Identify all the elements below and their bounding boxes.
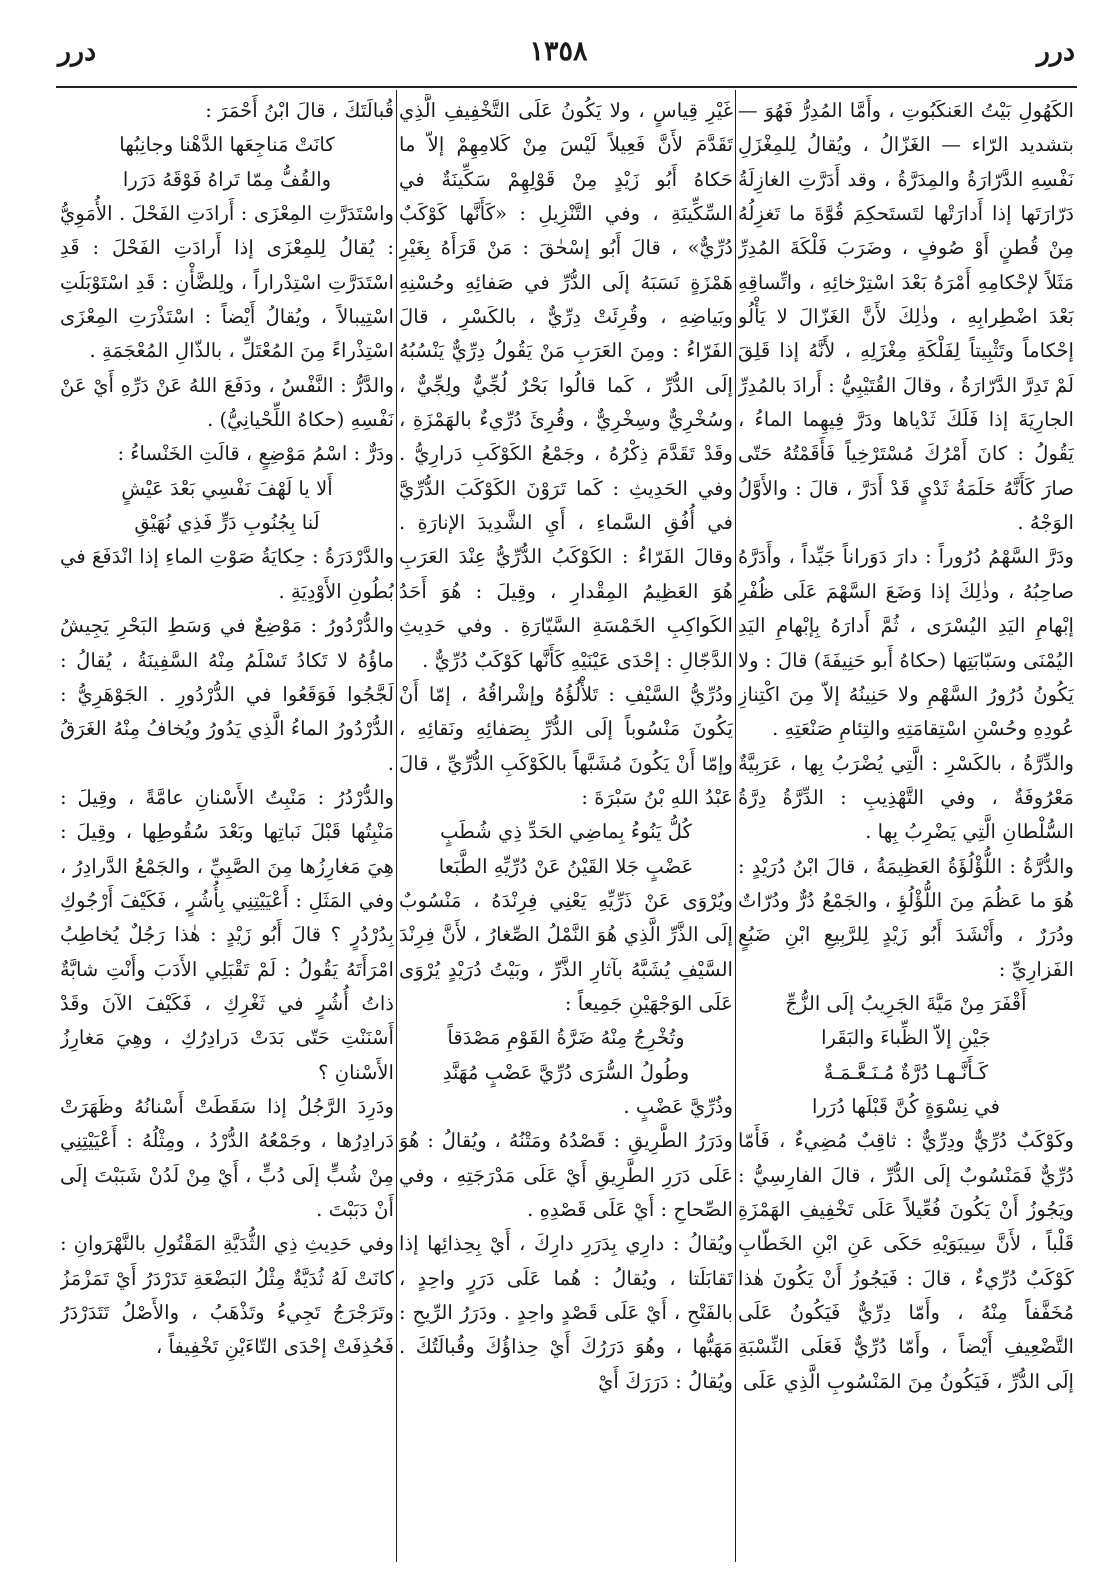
paragraph: وفي حَدِيثِ ذِي الثُّدَيَّةِ المَقْتُولِ بالنَّهْرَوانِ : كانَتْ لَهُ ثُدَيَّةٌ مِثْلُ البَضْعَةِ تَدَرْدَرُ أَيْ تَمَزْمَزُ وتَرَجْرَجُ تَجِيءُ وتَذْهَبُ ، والأَصْلُ تَتَدَرْدَرُ فَحُذِفَتْ إحْدَى التّاءَيْنِ تَخْفِيفاً ،: [60, 1232, 394, 1359]
verse-line: أَقْفَرَ مِنْ مَيَّةَ الجَرِيبُ إلَى الزُّجِّ: [785, 991, 1027, 1015]
paragraph: والدُّرْدُورُ : مَوْضِعٌ في وَسَطِ البَحْرِ يَجِيشُ ماؤُهُ لا تَكادُ تَسْلَمُ مِنْهُ السَّفِينَةُ ، يُقالُ : لَجَّجُوا فَوَقَعُوا في الدُّرْدُورِ . الجَوْهَرِيُّ : الدُّرْدُورُ الماءُ الَّذِي يَدُورُ ويُخافُ مِنْهُ الغَرَقُ .: [60, 614, 394, 775]
paragraph: والدَّرْدَرَةُ : حِكايَةُ صَوْتِ الماءِ إذا انْدَفَعَ في بُطُونِ الأَوْدِيَةِ .: [60, 545, 394, 603]
paragraph: قُبالَتَكَ ، قالَ ابْنُ أَحْمَرَ :: [205, 99, 394, 122]
verse-line: وتُخْرِجُ مِنْهُ ضَرَّةُ القَوْمِ مَصْدَقاً: [447, 1026, 685, 1050]
header-entry-word-right: درر: [1036, 36, 1075, 67]
verse-line: في نِسْوَةٍ كُنَّ قَبْلَها دُرَرا: [811, 1094, 1001, 1118]
verse-line: أَلا يا لَهْفَ نَفْسِي بَعْدَ عَيْشٍ: [121, 476, 333, 500]
paragraph: وذُرِّيَّ عَضْبٍ .: [623, 1094, 733, 1118]
verse-line: جَيْنِ إلاّ الظِّباءَ والبَقَرا: [821, 1026, 991, 1050]
paragraph: الكَهُولِ بَيْتُ العَنكَبُوتِ ، وأَمَّا المُدِرُّ فَهُوَ — بتشديد الرّاء — الغَزّالُ ، ويُقالُ لِلمِغْزَلِ نَفْسِهِ الدَّرّارَةُ والمِدَرَّةُ ، وقد أَدَرَّتِ الغازِلَةُ دَرّارَتَها إذا أَدارَتْها لتَستَحكِمَ قُوَّةَ ما تَغزِلُهُ مِنْ قُطنٍ أَوْ صُوفٍ ، وضَرَبَ فَلْكَةَ المُدِرِّ مَثَلاً لإحْكامِهِ أَمْرَهُ بَعْدَ اسْتِرْخائِهِ ، واتِّساقِهِ بَعْدَ اضْطِرابِهِ ، وذٰلِكَ لأَنَّ الغَزّالَ لا يَأْلُو إحْكاماً وتَثْبِيتاً لِفَلْكَةِ مِغْزَلِهِ ، لأَنَّهُ إذا قَلِقَ لَمْ تَدِرَّ الدَّرّارَةُ ، وقالَ القُتَيْبِيُّ : أَرادَ بالمُدِرِّ الجارِيَةَ إذا فَلَكَ ثَدْياها ودَرَّ فِيهِما الماءُ ، يَقُولُ : كانَ أَمْرُكَ مُسْتَرْخِياً فَأَقَمْتُهُ حَتّى صارَ كَأَنَّهُ حَلَمَةُ ثَدْيٍ قَدْ أَدَرَّ ، قالَ : والأَوَّلُ الوَجْهُ .: [738, 99, 1074, 535]
paragraph: ويُرْوَى عَنْ ذَرِّيِّهِ يَعْنِي فِرِنْدَهُ ، مَنْسُوبٌ إلَى الذَّرِّ الَّذِي هُوَ النَّمْلُ الصِّغارُ ، لأَنَّ فِرِنْدَ السَّيْفِ يُشَبَّهُ بآثارِ الذَّرِّ ، وبَيْتُ دُرَيْدٍ يُرْوَى عَلَى الوَجْهَيْنِ جَمِيعاً :: [399, 888, 733, 1015]
verse-line: عَضْبٍ جَلا القَيْنُ عَنْ دُرِّيِّهِ الطَّبَعا: [438, 854, 694, 878]
paragraph: ودَرٌّ : اسْمُ مَوْضِعٍ ، قالَتِ الخَنْساءُ :: [117, 442, 394, 466]
paragraph: واسْتَدَرَّتِ المِعْزَى : أَرادَتِ الفَحْلَ . الأُمَوِيُّ : يُقالُ لِلمِعْزَى إذا أَرادَتِ الفَحْلَ : قَدِ اسْتَدَرَّتِ اسْتِدْراراً ، ولِلضَّأْنِ : قَدِ اسْتَوْبَلَتِ اسْتِيبالاً ، ويُقالُ أَيْضاً : اسْتَذْرَتِ المِعْزَى اسْتِذْراءً مِنَ المُعْتَلِّ ، بالذّالِ المُعْجَمَةِ .: [60, 202, 394, 363]
verse-line: وطُولُ السُّرَى دُرِّيَّ عَضْبٍ مُهَنَّدِ: [442, 1060, 690, 1084]
text-column-middle: [399, 94, 733, 1562]
column-divider: [396, 90, 397, 1562]
column-divider: [735, 90, 736, 1562]
header-entry-word-left: درر: [58, 36, 97, 67]
paragraph: والدَّرُّ : النَّفْسُ ، ودَفَعَ اللهُ عَنْ دَرِّهِ أَيْ عَنْ نَفْسِهِ (حكاهُ اللِّحْيانِيُّ) .: [60, 373, 394, 432]
text-column-left: [60, 94, 394, 1562]
verse-line: كُلُّ يَنُوءُ بِماضِي الحَدِّ ذِي شُطَبٍ: [440, 820, 692, 844]
paragraph: والدُّرْدُرُ : مَنْبِتُ الأَسْنانِ عامَّةً ، وقِيلَ : مَنْبِتُها قَبْلَ نَباتِها وبَعْدَ سُقُوطِها ، وقِيلَ : هِيَ مَغارِزُها مِنَ الصَّبِيِّ ، والجَمْعُ الدَّرادِرُ ، وفي المَثَلِ : أَعْيَيْتِنِي بِأُشُرٍ ، فَكَيْفَ أَرْجُوكِ بِدُرْدُرٍ ؟ قالَ أَبُو زَيْدٍ : هٰذا رَجُلٌ يُخاطِبُ امْرَأَتَهُ يَقُولُ : لَمْ تَقْبَلِي الأَدَبَ وأَنْتِ شابَّةٌ ذاتُ أُشُرٍ في ثَغْرِكِ ، فَكَيْفَ الآنَ وقَدْ أَسْنَنْتِ حَتّى بَدَتْ دَرادِرُكِ ، وهِيَ مَغارِزُ الأَسْنانِ ؟: [60, 785, 394, 1084]
text-column-right: [738, 94, 1074, 1562]
verse-line: كانَتْ مَناجِعَها الدَّهْنا وجانِبُها: [119, 133, 335, 157]
paragraph: والدِّرَّةُ ، بالكَسْرِ : الَّتِي يُضْرَبُ بِها ، عَرَبِيَّةٌ مَعْرُوفَةٌ ، وفي التَّهْذِيبِ : الدِّرَّةُ دِرَّةُ السُّلْطانِ الَّتِي يَضْرِبُ بِها .: [738, 751, 1074, 844]
page-number: ١٣٥٨: [529, 36, 588, 67]
paragraph: ودُرِّيُّ السَّيْفِ : تَلأْلُؤُهُ وإشْراقُهُ ، إمّا أَنْ يَكُونَ مَنْسُوباً إلَى الدُّرِّ بِصَفائِهِ ونَقائِهِ ، وإمّا أَنْ يَكُونَ مُشَبَّهاً بالكَوْكَبِ الدُّرِّيِّ ، قالَ عَبْدُ اللهِ بْنُ سَبْرَةَ :: [399, 682, 733, 809]
paragraph: غَيْرِ قِياسٍ ، ولا يَكُونُ عَلَى التَّخْفِيفِ الَّذِي تَقَدَّمَ لأَنَّ فَعِيلاً لَيْسَ مِنْ كَلامِهِمْ إلاّ ما حَكاهُ أَبُو زَيْدٍ مِنْ قَوْلِهِمْ سَكِّينَةٌ في السِّكِّينَةِ ، وفي التَّنْزِيلِ : «كَأَنَّها كَوْكَبٌ دُرِّيٌّ» ، قالَ أَبُو إسْحٰقَ : مَنْ قَرَأَهُ بِغَيْرِ هَمْزَةٍ نَسَبَهُ إلَى الدُّرِّ في صَفائِهِ وحُسْنِهِ وبَياضِهِ ، وقُرِئَتْ دِرِّيٌّ ، بالكَسْرِ ، قالَ الفَرّاءُ : ومِنَ العَرَبِ مَنْ يَقُولُ دِرِّيٌّ يَنْسُبُهُ إلَى الدُّرِّ ، كَما قالُوا بَحْرٌ لُجِّيٌّ ولِجِّيٌّ ، وسُخْرِيٌّ وسِخْرِيٌّ ، وقُرِئَ دُرِّيءٌ بالهَمْزَةِ ، وقَدْ تَقَدَّمَ ذِكْرُهُ ، وجَمْعُ الكَوْكَبِ دَرارِيُّ . وفي الحَدِيثِ : كَما تَرَوْنَ الكَوْكَبَ الدُّرِّيَّ في أُفُقِ السَّماءِ ، أَيِ الشَّدِيدَ الإنارَةِ . وقالَ الفَرّاءُ : الكَوْكَبُ الدُّرِّيُّ عِنْدَ العَرَبِ هُوَ العَظِيمُ المِقْدارِ ، وقِيلَ : هُوَ أَحَدُ الكَواكِبِ الخَمْسَةِ السَّيّارَةِ . وفي حَدِيثِ الدَّجّالِ : إحْدَى عَيْنَيْهِ كَأَنَّها كَوْكَبٌ دُرِّيٌّ .: [399, 99, 733, 672]
paragraph: ودَرَّ السَّهْمُ دُرُوراً : دارَ دَوَراناً جَيِّداً ، وأَدَرَّهُ صاحِبُهُ ، وذٰلِكَ إذا وَضَعَ السَّهْمَ عَلَى ظُفْرِ إبْهامِ اليَدِ اليُسْرَى ، ثُمَّ أَدارَهُ بِإبْهامِ اليَدِ اليُمْنَى وسَبّابَتِها (حكاهُ أَبو حَنِيفَةَ) قالَ : ولا يَكُونُ دُرُورُ السَّهْمِ ولا حَنِينُهُ إلاّ مِنَ اكْتِنازِ عُودِهِ وحُسْنِ اسْتِقامَتِهِ والتِئامِ صَنْعَتِهِ .: [738, 545, 1074, 741]
verse-line: لَنا بِجُنُوبِ دَرٍّ فَذِي نُهَيْقِ: [134, 511, 320, 535]
paragraph: ويُقالُ : دارِي بِدَرَرِ دارِكَ ، أَيْ بِحِذائِها إذا تَقابَلَتا ، ويُقالُ : هُما عَلَى دَرَرٍ واحِدٍ ، بالفَتْحِ ، أَيْ عَلَى قَصْدٍ واحِدٍ . ودَرَرُ الرِّيحِ : مَهَبُّها ، وهُوَ دَرَرُكَ أَيْ حِذاؤُكَ وقُبالَتُكَ . ويُقالُ : دَرَرَكَ أَيْ: [399, 1232, 733, 1393]
header-rule: [56, 86, 1077, 88]
verse-line: والقُفُّ مِمّا تَراهُ فَوْقَهُ دَرَرا: [122, 167, 332, 191]
verse-line: كَـأَنَّـهـا دُرَّةٌ مُـنَـعَّـمَـةٌ: [823, 1060, 989, 1084]
paragraph: ودَرِدَ الرَّجُلُ إذا سَقَطَتْ أَسْنانُهُ وظَهَرَتْ دَرادِرُها ، وجَمْعُهُ الدُّرْدُ ، ومِثْلُهُ : أَعْيَيْتِنِي مِنْ شُبٍّ إلَى دُبٍّ ، أَيْ مِنْ لَدُنْ شَبَبْتَ إلَى أَنْ دَبَبْتَ .: [60, 1094, 394, 1221]
paragraph: والدُّرَّةُ : اللُّؤْلُؤَةُ العَظِيمَةُ ، قالَ ابْنُ دُرَيْدٍ : هُوَ ما عَظُمَ مِنَ اللُّؤْلُؤِ ، والجَمْعُ دُرٌّ ودُرّاتٌ ودُرَرٌ ، وأَنْشَدَ أَبُو زَيْدٍ لِلرَّبِيعِ ابْنِ ضَبُعٍ الفَزارِيِّ :: [738, 854, 1074, 981]
paragraph: وكَوْكَبٌ دُرِّيٌّ ودِرِّيٌّ : ثاقِبٌ مُضِيءٌ ، فَأَمّا دُرِّيٌّ فَمَنْسُوبٌ إلَى الدُّرِّ ، قالَ الفارِسِيُّ : ويَجُوزُ أَنْ يَكُونَ فُعِّيلاً عَلَى تَخْفِيفِ الهَمْزَةِ قَلْباً ، لأَنَّ سِيبَوَيْهِ حَكَى عَنِ ابْنِ الخَطّابِ كَوْكَبٌ دُرِّيءٌ ، قالَ : فَيَجُوزُ أَنْ يَكُونَ هٰذا مُخَفَّفاً مِنْهُ ، وأَمّا دِرِّيٌّ فَيَكُونُ عَلَى التَّضْعِيفِ أَيْضاً ، وأَمّا دُرِّيٌّ فَعَلَى النِّسْبَةِ إلَى الدُّرِّ ، فَيَكُونُ مِنَ المَنْسُوبِ الَّذِي عَلَى: [738, 1129, 1074, 1393]
paragraph: ودَرَرُ الطَّرِيقِ : قَصْدُهُ ومَتْنُهُ ، ويُقالُ : هُوَ عَلَى دَرَرِ الطَّرِيقِ أَيْ عَلَى مَدْرَجَتِهِ ، وفي الصِّحاحِ : أَيْ عَلَى قَصْدِهِ .: [399, 1129, 733, 1221]
